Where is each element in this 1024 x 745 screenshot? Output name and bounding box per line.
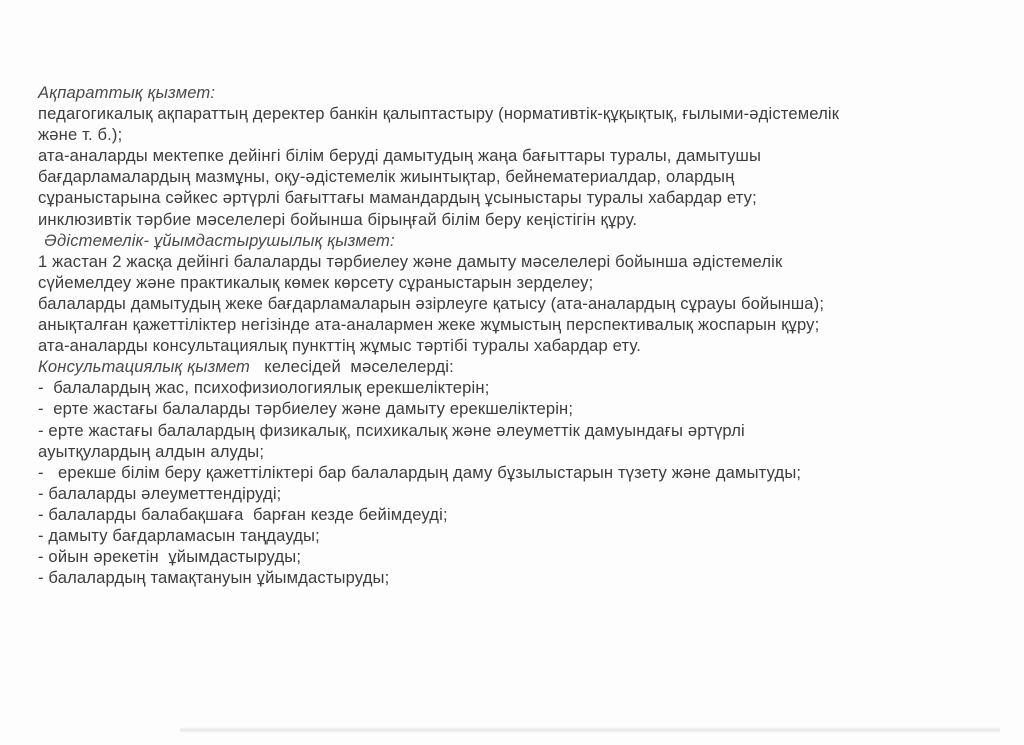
consult-item: - ерекше білім беру қажеттіліктері бар балалардың даму бұзылыстарын түзету және дамытуды; xyxy=(38,462,802,482)
method-line: 1 жастан 2 жасқа дейінгі балаларды тәрбиелеу және дамыту мәселелері бойынша әдістемелік xyxy=(38,251,783,271)
method-line: анықталған қажеттіліктер негізінде ата-аналармен жеке жұмыстың перспективалық жоспарын құру; xyxy=(38,315,820,335)
consult-item: ауытқулардың алдын алуды; xyxy=(38,441,265,461)
method-line: балаларды дамытудың жеке бағдарламаларын әзірлеуге қатысу (ата-аналардың сұрауы бойынша); xyxy=(38,293,825,313)
consult-heading: Консультациялық қызмет xyxy=(38,357,251,377)
consult-item: - ойын әрекетін ұйымдастыруды; xyxy=(38,547,302,567)
consult-item: - балаларды әлеуметтендіруді; xyxy=(38,483,282,503)
info-line: ата-аналарды мектепке дейінгі білім беруді дамытудың жаңа бағыттары туралы, дамытушы xyxy=(38,146,762,166)
consult-item: - балалардың жас, психофизиологиялық ерекшеліктерін; xyxy=(38,378,490,398)
consult-heading-tail: келесідей мәселелерді: xyxy=(250,357,454,377)
document-text xyxy=(38,82,998,588)
info-line: педагогикалық ақпараттың деректер банкін қалыптастыру (нормативтік-құқықтық, ғылыми-әдістемелік xyxy=(38,104,840,124)
method-line: ата-аналарды консультациялық пункттің жұмыс тәртібі туралы хабардар ету. xyxy=(38,336,641,356)
info-line: сұраныстарына сәйкес әртүрлі бағыттағы мамандардың ұсыныстары туралы хабардар ету; xyxy=(38,188,757,208)
consult-item: - балалардың тамақтануын ұйымдастыруды; xyxy=(38,568,390,588)
method-line: сүйемелдеу және практикалық көмек көрсету сұраныстарын зерделеу; xyxy=(38,272,594,292)
consult-heading-line xyxy=(38,356,998,377)
consult-item: - дамыту бағдарламасын таңдауды; xyxy=(38,525,320,545)
info-line: және т. б.); xyxy=(38,125,123,145)
consult-item: - ерте жастағы балаларды тәрбиелеу және дамыту ерекшеліктерін; xyxy=(38,399,574,419)
scan-shadow xyxy=(180,727,1000,733)
method-heading: Әдістемелік- ұйымдастырушылық қызмет: xyxy=(44,230,395,250)
consult-item: - балаларды балабақшаға барған кезде бейімдеуді; xyxy=(38,504,448,524)
info-line: инклюзивтік тәрбие мәселелері бойынша бірыңғай білім беру кеңістігін құру. xyxy=(38,209,638,229)
consult-item: - ерте жастағы балалардың физикалық, психикалық және әлеуметтік дамуындағы әртүрлі xyxy=(38,420,745,440)
info-heading: Ақпараттық қызмет: xyxy=(38,83,216,102)
info-line: бағдарламалардың мазмұны, оқу-әдістемелік жиынтықтар, бейнематериалдар, олардың xyxy=(38,167,735,187)
